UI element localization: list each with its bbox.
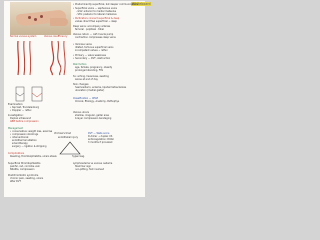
note-heading: Management <box>8 127 24 130</box>
note-line: Venous return — calf muscle pump <box>73 33 114 36</box>
triangle-label: hypercoag. <box>72 155 85 158</box>
note-line: surgery — ligation & stripping <box>12 145 47 148</box>
note-line: anticoagulation: DOAC <box>88 138 115 141</box>
note-line: worse at end of day <box>75 78 98 81</box>
note-line: 3 months if provoked <box>88 141 113 144</box>
note-heading: Superficial thrombophlebitis <box>8 162 41 165</box>
note-line: • Superficial veins — saphenous veins <box>73 7 117 10</box>
vein-diagram <box>8 37 74 77</box>
valve-figure <box>14 85 48 103</box>
note-line: bleeding, thrombophlebitis, ulcers <box>10 155 50 158</box>
note-line: • Predominantly superficial, but deeper communications <box>73 3 139 6</box>
triangle-label: stasis <box>50 155 57 158</box>
note-line: • Varicose veins: <box>73 43 93 46</box>
note-heading: Venous ulcers <box>73 111 89 114</box>
note-line: 4-layer compression bandaging <box>75 117 112 120</box>
note-line: ABPI before compression <box>10 120 39 123</box>
note-line: incompetent valves → reflux <box>75 49 108 52</box>
note-line: - GSV: anterior to medial malleolus <box>76 10 117 13</box>
note-line: • compression stockings <box>10 133 39 136</box>
note-heading: Examination: <box>8 103 24 106</box>
tag-label: Whiteboard <box>132 2 151 6</box>
note-heading: Complications <box>8 152 25 155</box>
foot-shape <box>50 18 68 26</box>
note-line: sclerotherapy <box>12 142 28 145</box>
note-line: - SSV: posterior to lateral malleolus <box>76 13 117 16</box>
note-line: prolonged standing, FHx <box>75 69 104 72</box>
leg-photo <box>10 2 71 35</box>
note-line: dilated, tortuous superficial veins <box>75 46 114 49</box>
note-line: age, female, pregnancy, obesity <box>75 66 113 69</box>
vein-line <box>24 41 25 75</box>
triangle-title: Virchow's triad <box>54 132 71 135</box>
note-line: • Primary — valve weakness <box>73 54 106 57</box>
note-line: D-dimer → duplex US <box>88 135 113 138</box>
vein-line <box>30 41 31 75</box>
note-line: • interventional: <box>10 136 29 139</box>
note-heading: DVT — Wells score <box>88 132 110 135</box>
note-line: • Secondary — DVT, obstruction <box>73 57 111 60</box>
note-line: Duplex ultrasound <box>10 117 32 120</box>
diagram-label: Normal venous system <box>10 35 37 38</box>
vein-line <box>18 41 19 75</box>
note-line: haemosiderin, eczema, lipodermatosclerosis <box>75 86 127 89</box>
notes-page <box>4 1 151 197</box>
note-heading: Investigation: <box>8 114 24 117</box>
note-line: painful, red, cord-like vein <box>10 165 40 168</box>
lesion-spot <box>34 18 37 21</box>
note-heading: Risk factors <box>73 63 87 66</box>
vein-line <box>58 41 61 75</box>
note-line: Skin changes: <box>73 83 90 86</box>
vein-line <box>51 41 54 75</box>
note-line: • Doppler — reflux <box>10 109 32 112</box>
note-line: NSAIDs, compression <box>10 168 35 171</box>
note-line: valves direct flow superficial → deep <box>75 20 117 23</box>
diagram-label: Venous insufficiency <box>44 35 68 38</box>
note-heading: Post-thrombotic syndrome <box>8 174 39 177</box>
note-line: ulceration (medial gaiter) <box>75 89 105 92</box>
note-line: non-pitting, foot involved <box>75 168 105 171</box>
note-line: Sx: aching, heaviness, swelling <box>73 75 109 78</box>
note-line: chronic pain, swelling, ulcers <box>10 177 44 180</box>
note-line: • Perforators connect superficial & deep <box>73 17 120 20</box>
note-line: • tap test, Trendelenburg <box>10 106 39 109</box>
triangle-label: endothelial injury <box>58 136 79 139</box>
note-heading: Lymphoedema vs venous oedema <box>73 162 113 165</box>
vein-line <box>64 41 65 75</box>
note-line: femoral · popliteal · tibial <box>75 28 104 31</box>
virchow-triangle <box>59 141 81 155</box>
note-heading: Classification — CEAP <box>73 97 98 100</box>
note-line: Clinical, Etiology, Anatomy, Pathophys <box>75 100 120 103</box>
note-line: endothermal ablation <box>12 139 37 142</box>
note-line: contraction compresses deep veins <box>75 36 116 39</box>
note-line: Stemmer sign <box>75 165 92 168</box>
note-line: Deep veins: accompany arteries <box>73 25 111 28</box>
note-line: • conservative: weight loss, exercise <box>10 130 53 133</box>
lesion-spot <box>40 15 43 18</box>
lesion-spot <box>28 16 31 19</box>
note-line: shallow, irregular, gaiter area <box>75 114 109 117</box>
note-line: after DVT <box>10 180 21 183</box>
